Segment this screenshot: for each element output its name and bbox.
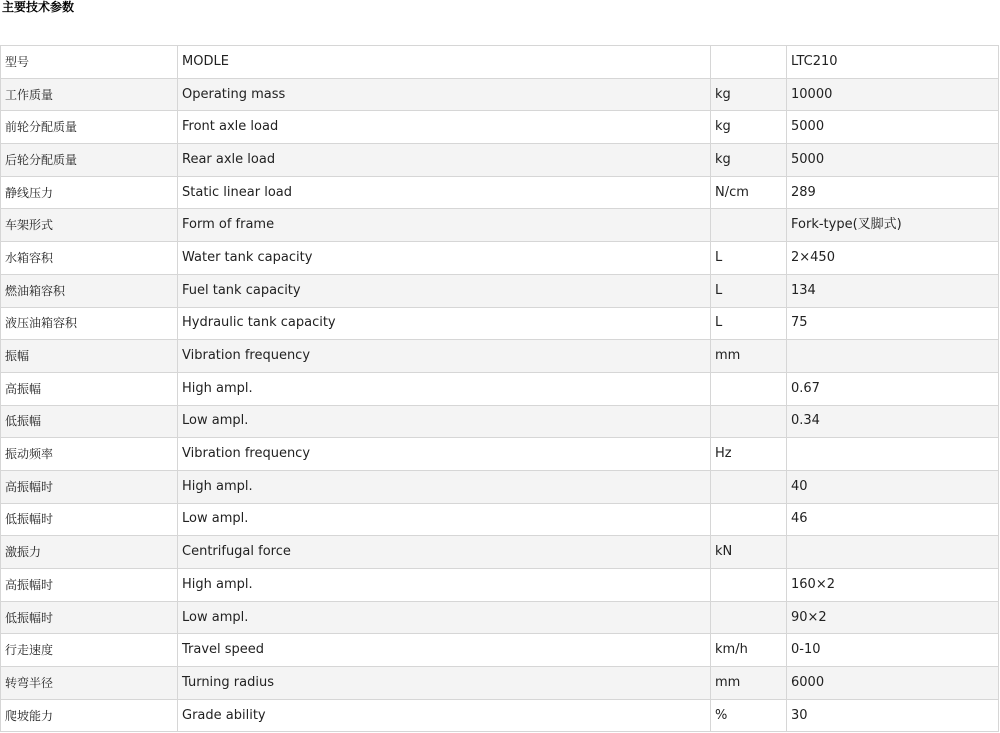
cell-unit: % [711, 699, 787, 732]
cell-cn: 水箱容积 [1, 242, 178, 275]
cell-value: 2×450 [787, 242, 999, 275]
cell-cn: 前轮分配质量 [1, 111, 178, 144]
table-row [1, 209, 999, 242]
cell-cn: 低振幅 [1, 405, 178, 438]
cell-unit [711, 503, 787, 536]
table-row [1, 144, 999, 177]
table-row [1, 274, 999, 307]
cell-cn: 行走速度 [1, 634, 178, 667]
table-row [1, 536, 999, 569]
cell-value: 6000 [787, 667, 999, 700]
cell-value: 0.67 [787, 372, 999, 405]
cell-unit: mm [711, 667, 787, 700]
cell-value: Fork-type(叉脚式) [787, 209, 999, 242]
cell-cn: 转弯半径 [1, 667, 178, 700]
cell-en: Centrifugal force [178, 536, 711, 569]
cell-en: High ampl. [178, 569, 711, 602]
cell-cn: 爬坡能力 [1, 699, 178, 732]
cell-value: 0-10 [787, 634, 999, 667]
cell-value: 160×2 [787, 569, 999, 602]
cell-en: Travel speed [178, 634, 711, 667]
cell-cn: 低振幅时 [1, 601, 178, 634]
table-row [1, 46, 999, 79]
cell-en: Static linear load [178, 176, 711, 209]
cell-unit [711, 209, 787, 242]
cell-cn: 燃油箱容积 [1, 274, 178, 307]
cell-en: Water tank capacity [178, 242, 711, 275]
cell-en: Rear axle load [178, 144, 711, 177]
cell-unit: N/cm [711, 176, 787, 209]
cell-cn: 激振力 [1, 536, 178, 569]
cell-unit [711, 569, 787, 602]
cell-value: 5000 [787, 111, 999, 144]
table-row [1, 667, 999, 700]
table-row [1, 438, 999, 471]
cell-en: Hydraulic tank capacity [178, 307, 711, 340]
cell-en: Operating mass [178, 78, 711, 111]
cell-en: MODLE [178, 46, 711, 79]
table-row [1, 601, 999, 634]
cell-cn: 振幅 [1, 340, 178, 373]
cell-value: 90×2 [787, 601, 999, 634]
table-row [1, 176, 999, 209]
cell-unit [711, 470, 787, 503]
cell-cn: 高振幅 [1, 372, 178, 405]
cell-unit: kg [711, 78, 787, 111]
table-row [1, 470, 999, 503]
cell-value: 0.34 [787, 405, 999, 438]
table-row [1, 699, 999, 732]
cell-cn: 低振幅时 [1, 503, 178, 536]
cell-value: LTC210 [787, 46, 999, 79]
cell-cn: 液压油箱容积 [1, 307, 178, 340]
page-title: 主要技术参数 [2, 0, 75, 14]
cell-unit [711, 405, 787, 438]
cell-en: High ampl. [178, 372, 711, 405]
cell-unit: kN [711, 536, 787, 569]
cell-unit [711, 46, 787, 79]
cell-en: Vibration frequency [178, 340, 711, 373]
cell-en: Vibration frequency [178, 438, 711, 471]
cell-cn: 静线压力 [1, 176, 178, 209]
cell-cn: 高振幅时 [1, 569, 178, 602]
cell-en: Low ampl. [178, 405, 711, 438]
spec-table-body [1, 46, 999, 732]
cell-en: High ampl. [178, 470, 711, 503]
table-row [1, 372, 999, 405]
cell-unit: L [711, 307, 787, 340]
table-row [1, 78, 999, 111]
cell-unit: Hz [711, 438, 787, 471]
table-row [1, 340, 999, 373]
cell-value: 5000 [787, 144, 999, 177]
table-row [1, 242, 999, 275]
cell-unit: km/h [711, 634, 787, 667]
cell-cn: 振动频率 [1, 438, 178, 471]
cell-value: 289 [787, 176, 999, 209]
cell-cn: 车架形式 [1, 209, 178, 242]
cell-value [787, 438, 999, 471]
cell-cn: 后轮分配质量 [1, 144, 178, 177]
cell-unit: kg [711, 144, 787, 177]
cell-unit [711, 601, 787, 634]
cell-en: Low ampl. [178, 503, 711, 536]
table-row [1, 503, 999, 536]
cell-unit [711, 372, 787, 405]
table-row [1, 634, 999, 667]
cell-unit: L [711, 274, 787, 307]
cell-en: Form of frame [178, 209, 711, 242]
cell-cn: 型号 [1, 46, 178, 79]
cell-en: Turning radius [178, 667, 711, 700]
cell-value: 75 [787, 307, 999, 340]
cell-value: 134 [787, 274, 999, 307]
cell-value: 30 [787, 699, 999, 732]
cell-value: 46 [787, 503, 999, 536]
cell-en: Front axle load [178, 111, 711, 144]
table-row [1, 569, 999, 602]
table-row [1, 307, 999, 340]
cell-value: 10000 [787, 78, 999, 111]
cell-value [787, 340, 999, 373]
cell-en: Low ampl. [178, 601, 711, 634]
cell-unit: L [711, 242, 787, 275]
cell-value [787, 536, 999, 569]
table-row [1, 111, 999, 144]
cell-cn: 高振幅时 [1, 470, 178, 503]
table-row [1, 405, 999, 438]
cell-en: Grade ability [178, 699, 711, 732]
cell-en: Fuel tank capacity [178, 274, 711, 307]
cell-unit: kg [711, 111, 787, 144]
cell-unit: mm [711, 340, 787, 373]
cell-cn: 工作质量 [1, 78, 178, 111]
cell-value: 40 [787, 470, 999, 503]
spec-table [0, 45, 999, 732]
